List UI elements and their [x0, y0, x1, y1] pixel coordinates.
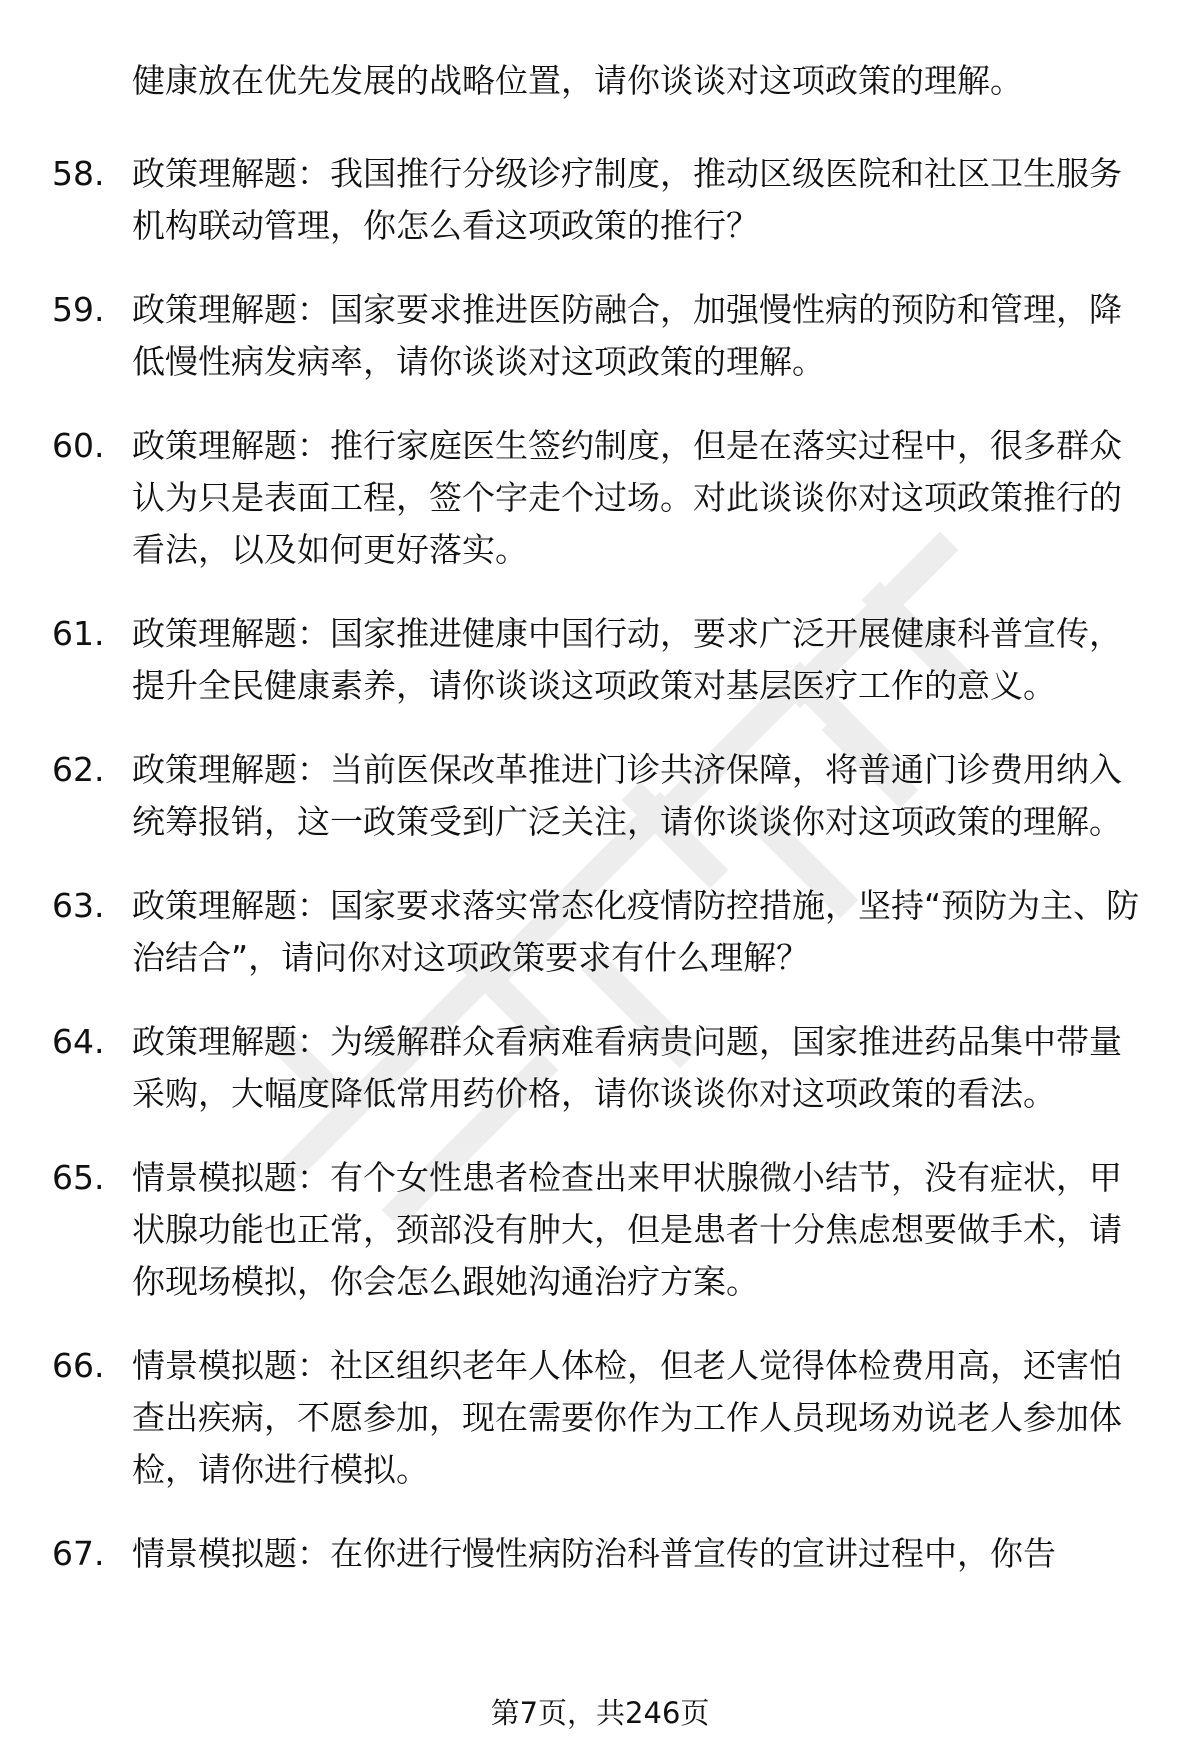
question-text: 政策理解题：国家要求落实常态化疫情防控措施，坚持“预防为主、防治结合”，请问你对这项政策要求有什么理解？	[132, 886, 1140, 977]
question-text: 政策理解题：国家推进健康中国行动，要求广泛开展健康科普宣传，提升全民健康素养，请你谈谈这项政策对基层医疗工作的意义。	[132, 614, 1122, 705]
question-text: 政策理解题：国家要求推进医防融合，加强慢性病的预防和管理，降低慢性病发病率，请你谈谈对这项政策的理解。	[132, 290, 1122, 381]
question-text: 情景模拟题：社区组织老年人体检，但老人觉得体检费用高，还害怕查出疾病，不愿参加，现在需要你作为工作人员现场劝说老人参加体检，请你进行模拟。	[132, 1346, 1122, 1489]
question-number: 64.	[52, 1022, 105, 1061]
question-text: 政策理解题：我国推行分级诊疗制度，推动区级医院和社区卫生服务机构联动管理，你怎么看这项政策的推行？	[132, 154, 1122, 245]
list-item	[0, 284, 1200, 388]
list-item	[0, 744, 1200, 848]
question-text: 情景模拟题：在你进行慢性病防治科普宣传的宣讲过程中，你告	[132, 1534, 1056, 1573]
question-number: 67.	[52, 1534, 105, 1573]
list-item	[0, 608, 1200, 712]
question-number: 59.	[52, 290, 105, 329]
question-number: 60.	[52, 426, 105, 465]
question-number: 58.	[52, 154, 105, 193]
question-number: 66.	[52, 1346, 105, 1385]
question-text: 情景模拟题：有个女性患者检查出来甲状腺微小结节，没有症状，甲状腺功能也正常，颈部没有肿大，但是患者十分焦虑想要做手术，请你现场模拟，你会怎么跟她沟通治疗方案。	[132, 1158, 1122, 1301]
list-item	[0, 1016, 1200, 1120]
question-number: 65.	[52, 1158, 105, 1197]
question-text: 政策理解题：推行家庭医生签约制度，但是在落实过程中，很多群众认为只是表面工程，签个字走个过场。对此谈谈你对这项政策推行的看法，以及如何更好落实。	[132, 426, 1122, 569]
list-item	[0, 880, 1200, 984]
question-list	[0, 148, 1200, 1612]
question-number: 61.	[52, 614, 105, 653]
list-item	[0, 1340, 1200, 1496]
list-item	[0, 1152, 1200, 1308]
page-footer: 第7页，共246页	[490, 1696, 710, 1730]
question-text: 政策理解题：当前医保改革推进门诊共济保障，将普通门诊费用纳入统筹报销，这一政策受到广泛关注，请你谈谈你对这项政策的理解。	[132, 750, 1122, 841]
list-item	[0, 148, 1200, 252]
list-item	[0, 1528, 1200, 1580]
list-item	[0, 420, 1200, 576]
continued-question-text: 健康放在优先发展的战略位置，请你谈谈对这项政策的理解。	[132, 61, 1023, 100]
question-text: 政策理解题：为缓解群众看病难看病贵问题，国家推进药品集中带量采购，大幅度降低常用药价格，请你谈谈你对这项政策的看法。	[132, 1022, 1122, 1113]
question-number: 62.	[52, 750, 105, 789]
question-number: 63.	[52, 886, 105, 925]
